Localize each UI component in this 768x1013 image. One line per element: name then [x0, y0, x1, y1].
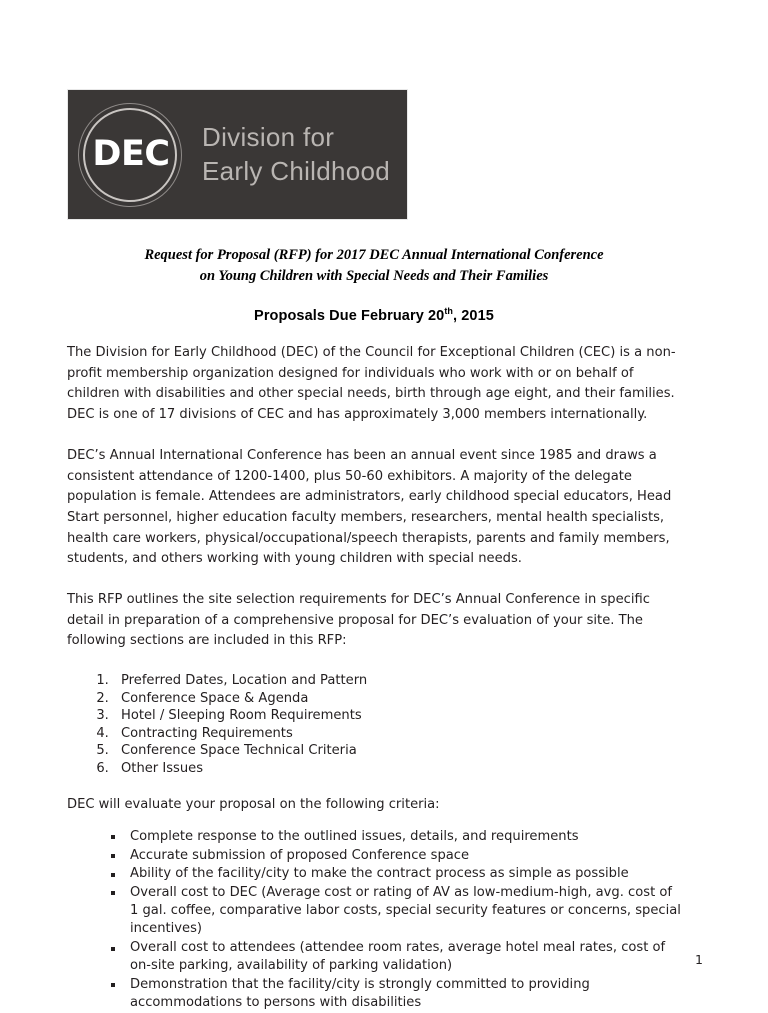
dec-logo: [67, 89, 408, 220]
list-item: 2. Conference Space & Agenda: [113, 690, 683, 708]
list-item: 1. Preferred Dates, Location and Pattern: [113, 672, 683, 690]
page-number: 1: [695, 952, 703, 967]
conference-overview-paragraph: DEC’s Annual International Conference has been an annual event since 1985 and draws a consistent attendance of 1200-1400, plus 50-60 exhibitors. A majority of the delegate population is female. Attendees are administrators, early childhood special educators, Head Start personnel, higher education faculty members, researchers, mental health specialists, health care workers, physical/occupational/speech therapists, parents and family members, students, and others working with young children with special needs.: [67, 447, 672, 567]
list-item: 3. Hotel / Sleeping Room Requirements: [113, 707, 683, 725]
list-item: Demonstration that the facility/city is strongly committed to providing accommodations to persons with disabilities: [111, 976, 683, 1012]
intro-paragraph: The Division for Early Childhood (DEC) of the Council for Exceptional Children (CEC) is a non-profit membership organization designed for individuals who work with or on behalf of children with disabilities and other special needs, birth through age eight, and their families. DEC is one of 17 divisions of CEC and has approximately 3,000 members internationally.: [67, 345, 676, 423]
due-prefix: Proposals Due February 20: [254, 308, 445, 325]
logo-tagline: [202, 121, 390, 188]
sections-list: [67, 672, 683, 777]
body-content: [67, 343, 683, 1013]
list-item: Accurate submission of proposed Conference space: [111, 847, 683, 865]
title-block: [67, 245, 681, 324]
due-superscript: th: [444, 306, 454, 317]
dec-logo-mark: [72, 97, 188, 213]
list-item: 6. Other Issues: [113, 760, 683, 778]
logo-tagline-line-1: Division for: [202, 122, 335, 153]
rfp-title-line-1: Request for Proposal (RFP) for 2017 DEC Annual International Conference: [144, 247, 604, 263]
criteria-list: [67, 828, 683, 1013]
list-item: Overall cost to DEC (Average cost or rating of AV as low-medium-high, avg. cost of 1 gal. coffee, comparative labor costs, special security features or concerns, special incentives): [111, 884, 683, 939]
list-item: Overall cost to attendees (attendee room rates, average hotel meal rates, cost of on-site parking, availability of parking validation): [111, 939, 683, 975]
list-item: 5. Conference Space Technical Criteria: [113, 742, 683, 760]
rfp-title-line-2: on Young Children with Special Needs and Their Families: [199, 267, 549, 284]
due-suffix: , 2015: [453, 308, 494, 325]
list-item: 4. Contracting Requirements: [113, 725, 683, 743]
list-item: Ability of the facility/city to make the contract process as simple as possible: [111, 865, 683, 883]
logo-tagline-line-2: Early Childhood: [202, 155, 391, 186]
logo-dec-text: DEC: [92, 134, 170, 174]
rfp-scope-paragraph: This RFP outlines the site selection requirements for DEC’s Annual Conference in specific detail in preparation of a comprehensive proposal for DEC’s evaluation of your site. The following sections are included in this RFP:: [67, 592, 650, 649]
rfp-title: [67, 245, 681, 286]
proposals-due-line: [67, 286, 681, 324]
list-item: Complete response to the outlined issues, details, and requirements: [111, 828, 683, 846]
criteria-lead-in: DEC will evaluate your proposal on the following criteria:: [67, 797, 440, 813]
